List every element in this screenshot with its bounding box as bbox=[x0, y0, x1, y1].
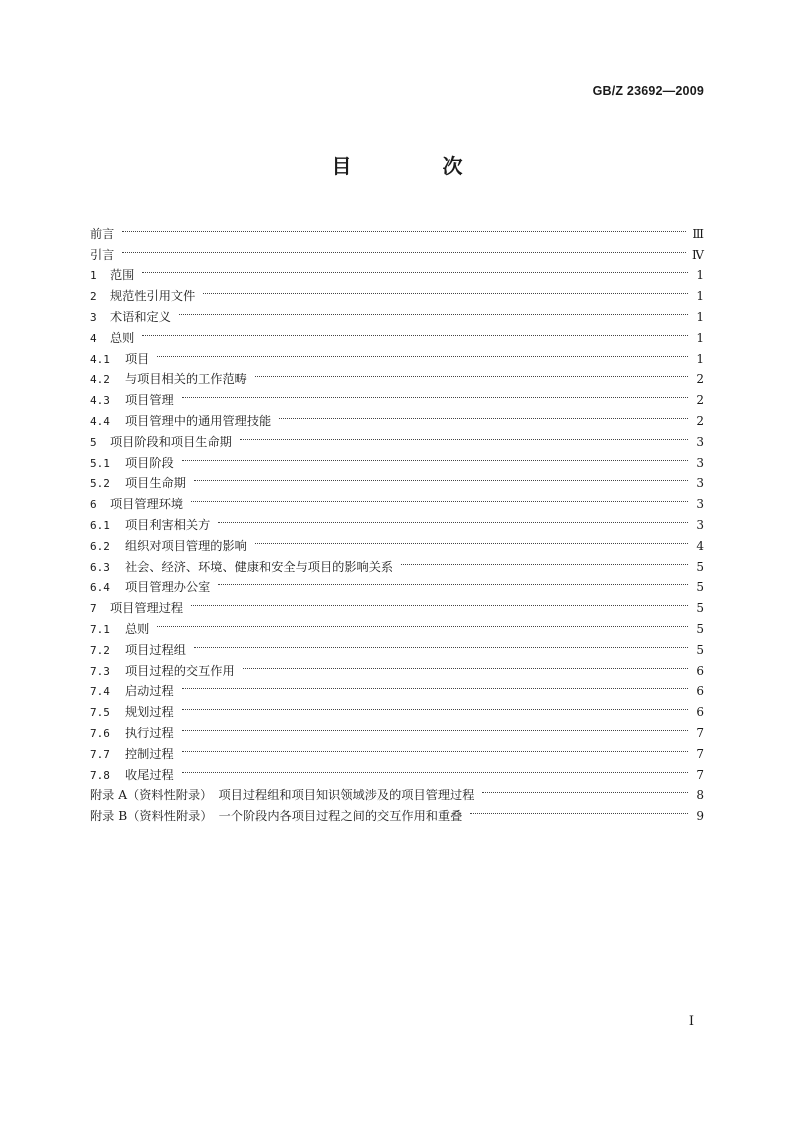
dot-leader bbox=[157, 342, 688, 363]
toc-entry-title: 与项目相关的工作范畴 bbox=[125, 372, 247, 387]
toc-entry[interactable] bbox=[90, 279, 704, 304]
toc-entry-title: 项目管理环境 bbox=[110, 497, 184, 512]
toc-entry-page: 5 bbox=[696, 559, 704, 574]
dot-leader bbox=[182, 716, 688, 737]
table-of-contents bbox=[90, 217, 704, 824]
toc-entry-title: 社会、经济、环境、健康和安全与项目的影响关系 bbox=[125, 559, 394, 574]
toc-entry-page: 7 bbox=[696, 746, 704, 761]
toc-entry-page: 5 bbox=[696, 601, 704, 616]
dot-leader bbox=[122, 217, 686, 238]
dot-leader bbox=[157, 612, 688, 633]
toc-entry-page: 5 bbox=[696, 642, 704, 657]
toc-entry-number: 7.1 bbox=[90, 622, 110, 636]
dot-leader bbox=[194, 467, 688, 488]
dot-leader bbox=[191, 591, 688, 612]
dot-leader bbox=[194, 633, 688, 654]
toc-entry-number: 7.3 bbox=[90, 664, 110, 678]
toc-entry-page: 5 bbox=[696, 580, 704, 595]
toc-entry-title: 收尾过程 bbox=[125, 767, 174, 782]
toc-entry[interactable] bbox=[90, 737, 704, 761]
toc-entry-page: 9 bbox=[696, 809, 704, 824]
toc-entry-number: 4 bbox=[90, 331, 97, 345]
toc-entry-page: 1 bbox=[696, 309, 704, 324]
toc-entry-title: 项目利害相关方 bbox=[125, 517, 211, 532]
standard-code: GB/Z 23692—2009 bbox=[592, 84, 704, 98]
toc-entry-title: 项目阶段和项目生命期 bbox=[110, 434, 232, 449]
toc-entry-number: 3 bbox=[90, 310, 97, 324]
dot-leader bbox=[182, 446, 688, 467]
dot-leader bbox=[203, 279, 688, 300]
toc-entry[interactable] bbox=[90, 779, 704, 803]
toc-entry[interactable] bbox=[90, 404, 704, 428]
toc-entry-page: 2 bbox=[696, 393, 704, 408]
toc-entry-page: Ⅳ bbox=[692, 247, 704, 262]
toc-entry-number: 5 bbox=[90, 435, 97, 449]
toc-entry-number: 1 bbox=[90, 269, 97, 283]
toc-entry-page: 1 bbox=[696, 330, 704, 345]
toc-entry-title: 项目管理办公室 bbox=[125, 580, 211, 595]
dot-leader bbox=[240, 425, 688, 446]
dot-leader bbox=[401, 550, 688, 571]
toc-entry-number: 7.4 bbox=[90, 685, 110, 699]
toc-entry[interactable] bbox=[90, 675, 704, 699]
toc-entry-title: 规范性引用文件 bbox=[110, 289, 196, 304]
toc-entry[interactable] bbox=[90, 383, 704, 408]
toc-entry-page: 3 bbox=[696, 455, 704, 470]
toc-entry-page: 5 bbox=[696, 621, 704, 636]
dot-leader bbox=[218, 508, 688, 529]
toc-entry[interactable] bbox=[90, 321, 704, 345]
toc-entry-title: 项目管理过程 bbox=[110, 601, 184, 616]
toc-entry-title: 项目管理中的通用管理技能 bbox=[125, 413, 272, 428]
toc-entry-number: 4.3 bbox=[90, 394, 110, 408]
toc-entry[interactable] bbox=[90, 238, 704, 262]
toc-entry-page: 6 bbox=[696, 705, 704, 720]
toc-entry-number: 4.4 bbox=[90, 414, 110, 428]
toc-entry[interactable] bbox=[90, 695, 704, 720]
toc-entry-title: 启动过程 bbox=[125, 684, 174, 699]
toc-entry[interactable] bbox=[90, 300, 704, 324]
dot-leader bbox=[182, 675, 688, 696]
toc-entry-page: 3 bbox=[696, 476, 704, 491]
toc-entry[interactable] bbox=[90, 612, 704, 636]
toc-entry-number: 7.7 bbox=[90, 747, 110, 761]
dot-leader bbox=[182, 383, 688, 404]
dot-leader bbox=[279, 404, 688, 425]
dot-leader bbox=[191, 487, 688, 508]
dot-leader bbox=[182, 758, 688, 779]
toc-entry-number: 4.2 bbox=[90, 373, 110, 387]
toc-entry-page: 1 bbox=[696, 268, 704, 283]
toc-entry-page: 7 bbox=[696, 767, 704, 782]
toc-entry-title: 项目过程组 bbox=[125, 642, 186, 657]
dot-leader bbox=[142, 321, 688, 342]
toc-entry-number: 6.3 bbox=[90, 560, 110, 574]
toc-entry-number: 6.2 bbox=[90, 539, 110, 553]
toc-entry[interactable] bbox=[90, 217, 704, 241]
toc-entry-title: 组织对项目管理的影响 bbox=[125, 538, 247, 553]
toc-entry-title: 控制过程 bbox=[125, 746, 174, 761]
toc-entry-title: 范围 bbox=[110, 268, 135, 283]
toc-entry[interactable] bbox=[90, 259, 704, 283]
toc-entry-page: 2 bbox=[696, 413, 704, 428]
toc-entry-number: 5.1 bbox=[90, 456, 110, 470]
toc-entry-title: 规划过程 bbox=[125, 705, 174, 720]
toc-entry-title: 项目过程的交互作用 bbox=[125, 663, 235, 678]
dot-leader bbox=[470, 799, 688, 820]
toc-entry-title: 术语和定义 bbox=[110, 309, 171, 324]
toc-entry-number: 6.1 bbox=[90, 518, 110, 532]
toc-entry-number: 7.8 bbox=[90, 768, 110, 782]
toc-entry-page: 3 bbox=[696, 517, 704, 532]
dot-leader bbox=[218, 571, 688, 592]
toc-entry-number: 4.1 bbox=[90, 352, 110, 366]
dot-leader bbox=[179, 300, 688, 321]
toc-entry[interactable] bbox=[90, 633, 704, 657]
toc-entry-page: 6 bbox=[696, 663, 704, 678]
dot-leader bbox=[122, 238, 686, 259]
dot-leader bbox=[255, 363, 688, 384]
dot-leader bbox=[255, 529, 688, 550]
toc-entry-number: 7.6 bbox=[90, 726, 110, 740]
page-number: I bbox=[688, 1014, 694, 1029]
toc-entry-page: 1 bbox=[696, 289, 704, 304]
toc-entry-page: Ⅲ bbox=[692, 226, 704, 241]
toc-entry-page: 7 bbox=[696, 725, 704, 740]
toc-entry-page: 3 bbox=[696, 497, 704, 512]
toc-entry-page: 2 bbox=[696, 372, 704, 387]
toc-entry[interactable] bbox=[90, 758, 704, 782]
toc-entry-title: 引言 bbox=[90, 247, 115, 262]
toc-entry-title: 项目管理 bbox=[125, 393, 174, 408]
toc-entry[interactable] bbox=[90, 446, 704, 470]
toc-entry-number: 6 bbox=[90, 498, 97, 512]
toc-entry-title: 前言 bbox=[90, 226, 115, 241]
toc-entry-number: 2 bbox=[90, 290, 97, 304]
toc-entry-title: 附录 A（资料性附录） 项目过程组和项目知识领域涉及的项目管理过程 bbox=[90, 788, 475, 803]
toc-entry[interactable] bbox=[90, 716, 704, 740]
toc-entry-page: 8 bbox=[696, 788, 704, 803]
toc-entry-number: 6.4 bbox=[90, 581, 110, 595]
toc-entry[interactable] bbox=[90, 467, 704, 491]
dot-leader bbox=[182, 737, 688, 758]
toc-entry-title: 总则 bbox=[110, 330, 135, 345]
toc-entry-title: 附录 B（资料性附录） 一个阶段内各项目过程之间的交互作用和重叠 bbox=[90, 809, 463, 824]
toc-entry-page: 1 bbox=[696, 351, 704, 366]
toc-entry-number: 7.5 bbox=[90, 706, 110, 720]
toc-entry-number: 7.2 bbox=[90, 643, 110, 657]
toc-entry-page: 4 bbox=[696, 538, 704, 553]
dot-leader bbox=[182, 695, 688, 716]
dot-leader bbox=[142, 259, 688, 280]
dot-leader bbox=[482, 779, 688, 800]
page-title: 目 次 bbox=[331, 154, 505, 178]
toc-entry-number: 5.2 bbox=[90, 477, 110, 491]
toc-entry[interactable] bbox=[90, 363, 704, 387]
toc-entry-title: 项目阶段 bbox=[125, 455, 174, 470]
toc-entry-page: 6 bbox=[696, 684, 704, 699]
toc-entry-number: 7 bbox=[90, 602, 97, 616]
toc-entry-title: 项目生命期 bbox=[125, 476, 186, 491]
toc-entry[interactable] bbox=[90, 342, 704, 366]
dot-leader bbox=[243, 654, 688, 675]
toc-entry-title: 总则 bbox=[125, 621, 150, 636]
toc-entry-title: 执行过程 bbox=[125, 725, 174, 740]
toc-entry-title: 项目 bbox=[125, 351, 150, 366]
toc-entry-page: 3 bbox=[696, 434, 704, 449]
